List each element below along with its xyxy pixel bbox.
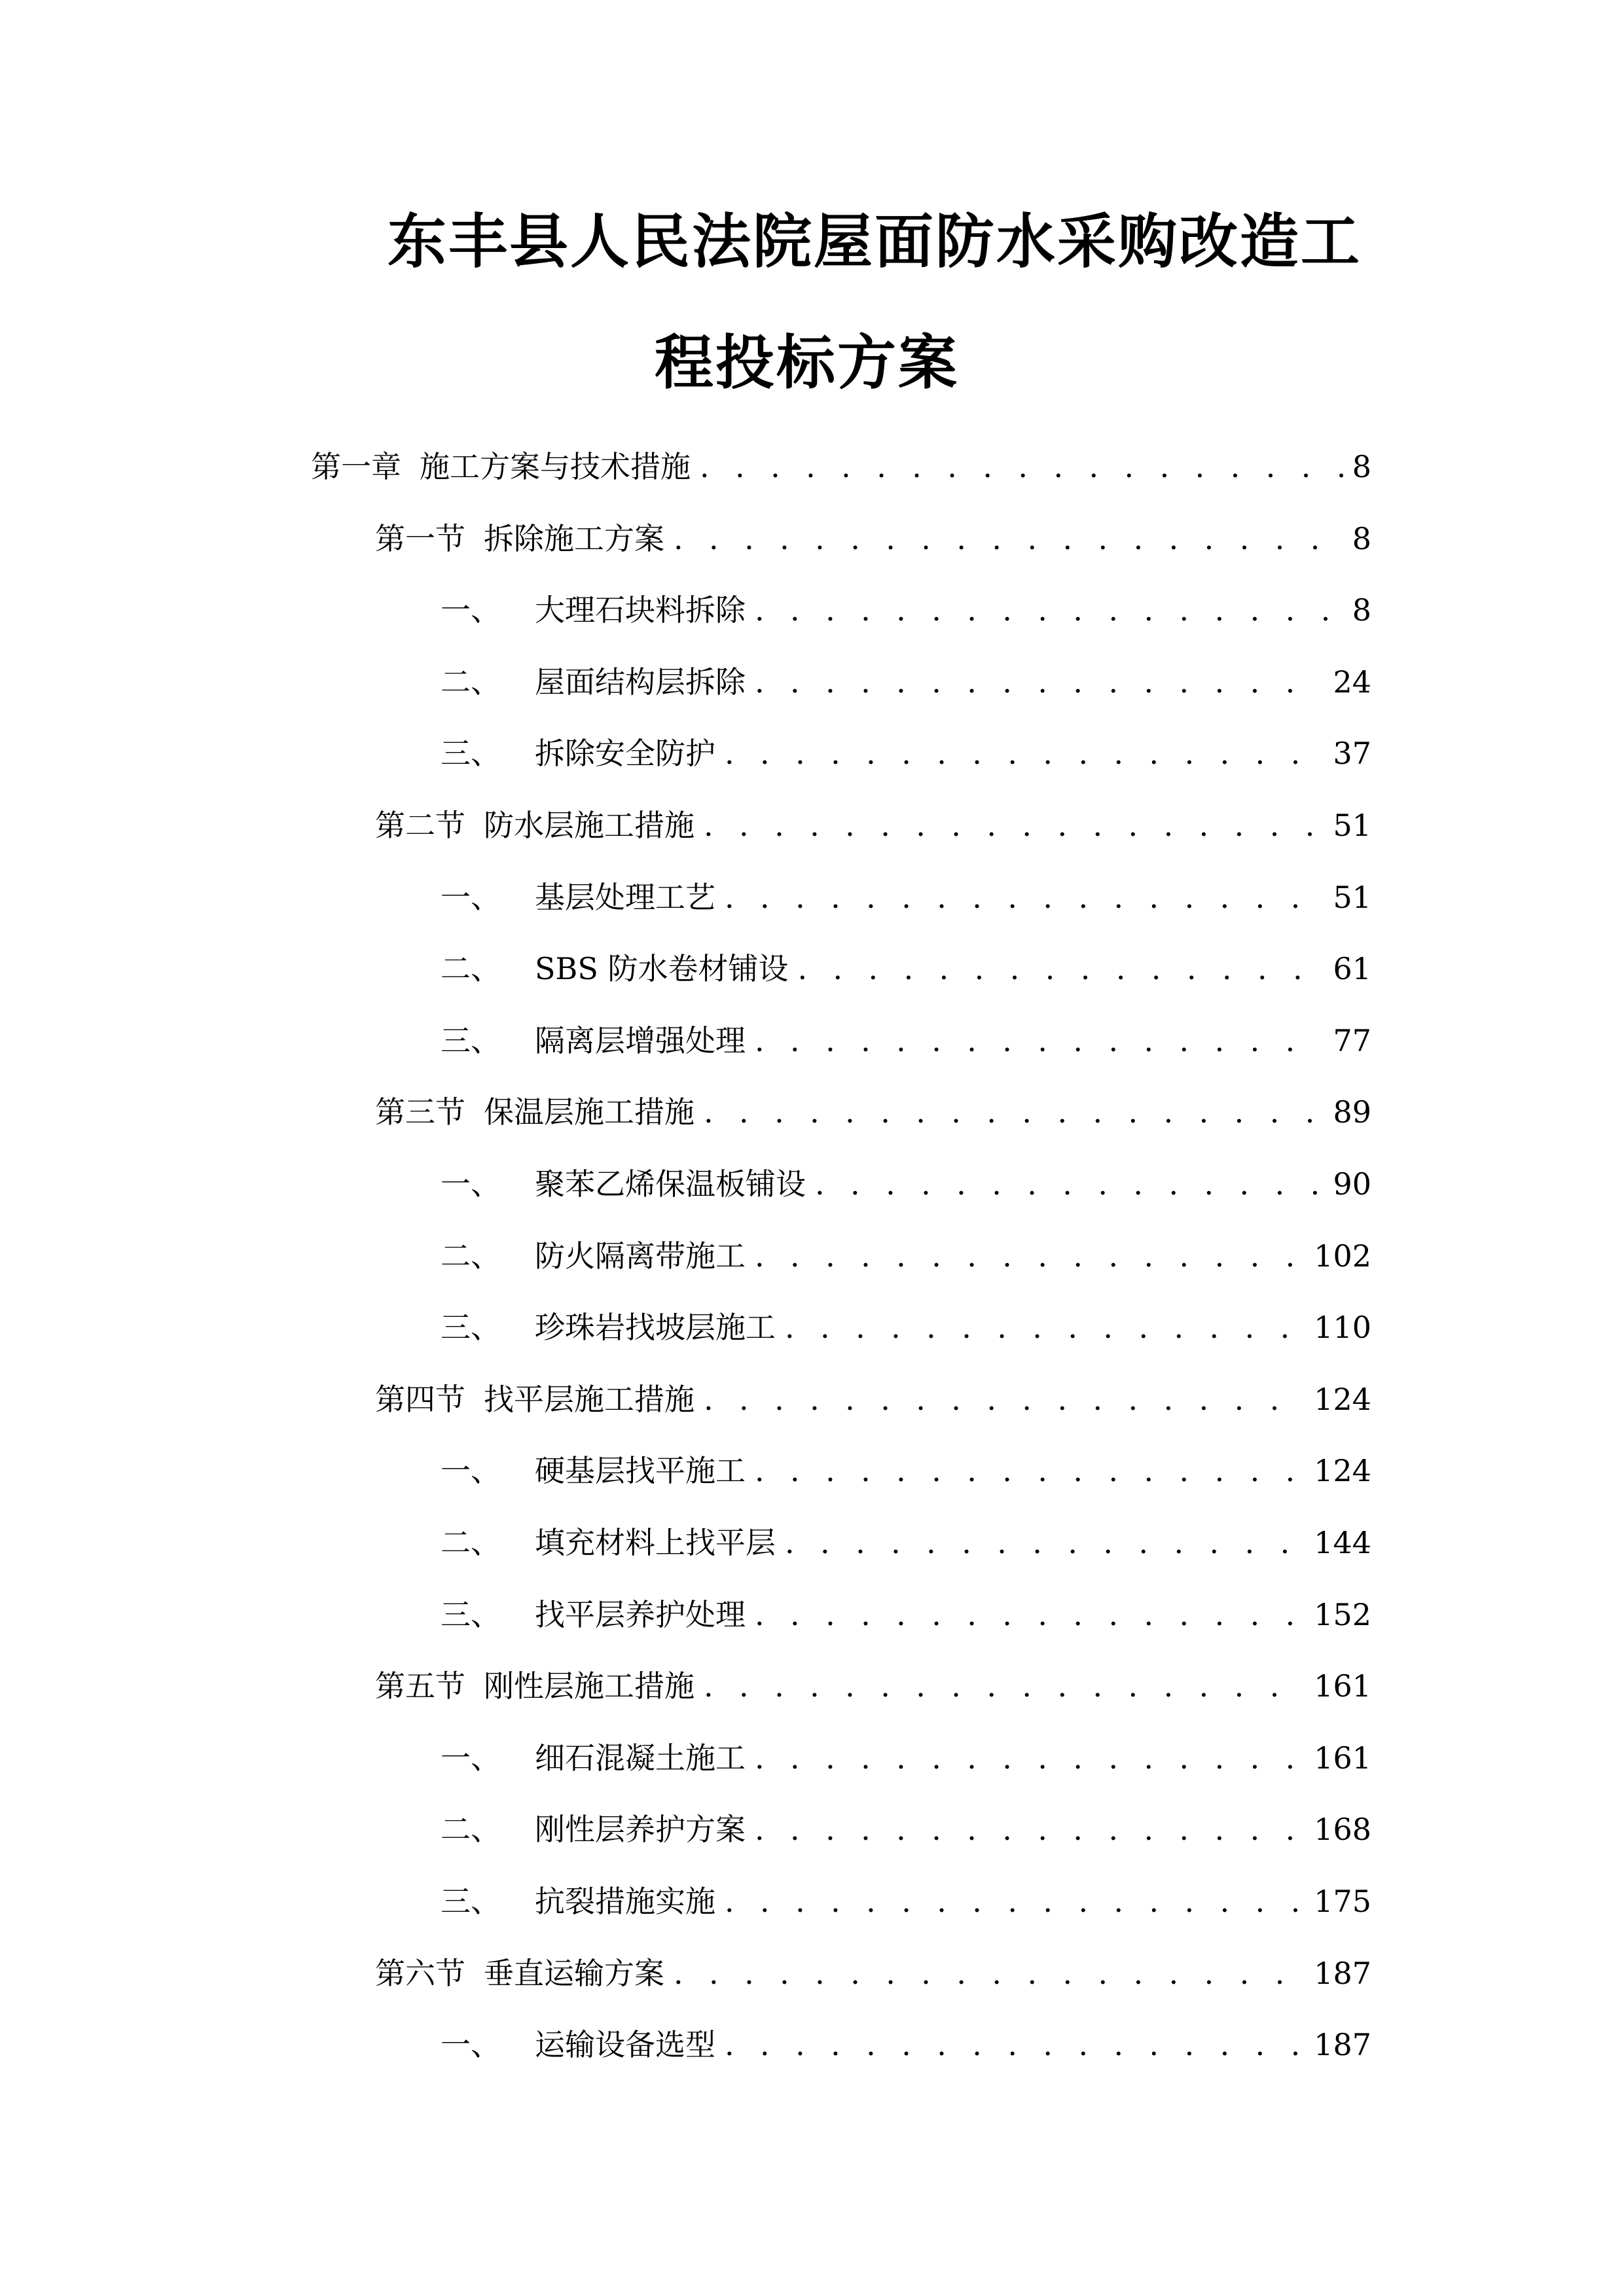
toc-entry[interactable] <box>375 1089 1371 1135</box>
toc-entry-label: 找平层养护处理 <box>535 1597 746 1632</box>
toc-entry[interactable] <box>441 730 1371 776</box>
toc-entry-page-number: 144 <box>1314 1525 1371 1560</box>
toc-entry-page-number: 90 <box>1333 1166 1371 1202</box>
toc-entry[interactable] <box>375 1376 1371 1422</box>
toc-entry[interactable] <box>311 444 1371 490</box>
toc-dot-leader <box>755 1448 1305 1494</box>
toc-entry[interactable] <box>441 1233 1371 1279</box>
toc-entry-label: 保温层施工措施 <box>484 1094 695 1130</box>
toc-entry[interactable] <box>441 1592 1371 1638</box>
toc-entry-page-number: 187 <box>1314 1956 1371 1991</box>
toc-entry-label: 抗裂措施实施 <box>535 1884 715 1919</box>
toc-dot-leader <box>704 1663 1305 1709</box>
toc-entry[interactable] <box>441 1520 1371 1566</box>
toc-dot-leader <box>755 659 1324 705</box>
toc-dot-leader <box>785 1304 1305 1350</box>
toc-entry[interactable] <box>441 587 1371 633</box>
toc-dot-leader <box>725 1878 1305 1924</box>
toc-entry-label: 珍珠岩找坡层施工 <box>535 1310 776 1345</box>
toc-entry-label: 细石混凝土施工 <box>535 1740 746 1776</box>
toc-entry-label: 大理石块料拆除 <box>535 592 746 628</box>
toc-entry-page-number: 124 <box>1314 1382 1371 1417</box>
toc-entry-label: 拆除安全防护 <box>535 736 715 771</box>
toc-entry-label: 找平层施工措施 <box>484 1382 695 1417</box>
toc-entry-page-number: 77 <box>1333 1023 1371 1058</box>
toc-dot-leader <box>755 1806 1305 1852</box>
toc-entry-label: 基层处理工艺 <box>535 880 715 915</box>
toc-entry-number: 二、 <box>441 1525 501 1560</box>
toc-entry[interactable] <box>441 1735 1371 1781</box>
toc-entry-number: 一、 <box>441 2027 501 2062</box>
toc-entry-number: 三、 <box>441 1884 501 1919</box>
toc-entry-number: 三、 <box>441 1597 501 1632</box>
toc-entry-label: 垂直运输方案 <box>484 1956 664 1991</box>
toc-entry-label: 隔离层增强处理 <box>535 1023 746 1058</box>
toc-dot-leader <box>704 1376 1305 1422</box>
toc-dot-leader <box>785 1520 1305 1566</box>
toc-entry-number: 一、 <box>441 1453 501 1488</box>
toc-entry-page-number: 61 <box>1333 951 1371 986</box>
toc-entry-page-number: 175 <box>1314 1884 1371 1919</box>
toc-entry-page-number: 110 <box>1314 1310 1371 1345</box>
toc-entry-number: 二、 <box>441 664 501 700</box>
toc-entry-label: 运输设备选型 <box>535 2027 715 2062</box>
toc-entry-page-number: 89 <box>1333 1094 1371 1130</box>
toc-entry-number: 一、 <box>441 1166 501 1202</box>
toc-entry[interactable] <box>441 874 1371 920</box>
toc-dot-leader <box>755 587 1343 633</box>
toc-entry-number: 二、 <box>441 1238 501 1274</box>
toc-entry-number: 一、 <box>441 592 501 628</box>
toc-dot-leader <box>704 1089 1324 1135</box>
toc-dot-leader <box>815 1161 1324 1207</box>
toc-entry-page-number: 8 <box>1352 449 1371 484</box>
toc-entry[interactable] <box>441 1448 1371 1494</box>
toc-entry-number: 一、 <box>441 880 501 915</box>
toc-dot-leader <box>755 1018 1324 1064</box>
toc-dot-leader <box>674 516 1343 562</box>
toc-entry-number: 第一章 <box>311 449 401 484</box>
toc-entry-page-number: 124 <box>1314 1453 1371 1488</box>
toc-entry[interactable] <box>441 1304 1371 1350</box>
toc-entry[interactable] <box>441 1806 1371 1852</box>
toc-entry-number: 三、 <box>441 736 501 771</box>
toc-dot-leader <box>755 1233 1305 1279</box>
toc-entry-page-number: 168 <box>1314 1812 1371 1847</box>
toc-entry-label: 防水层施工措施 <box>484 808 695 843</box>
toc-entry-page-number: 51 <box>1333 808 1371 843</box>
toc-dot-leader <box>704 802 1324 848</box>
toc-dot-leader <box>700 444 1343 490</box>
toc-entry-label: 刚性层施工措施 <box>484 1668 695 1704</box>
toc-entry-label: SBS 防水卷材铺设 <box>535 951 789 986</box>
toc-entry-label: 施工方案与技术措施 <box>420 449 691 484</box>
toc-entry-number: 三、 <box>441 1023 501 1058</box>
toc-entry-label: 刚性层养护方案 <box>535 1812 746 1847</box>
toc-entry-page-number: 102 <box>1314 1238 1371 1274</box>
toc-entry-label: 填充材料上找平层 <box>535 1525 776 1560</box>
toc-entry[interactable] <box>375 1950 1371 1996</box>
toc-entry-number: 一、 <box>441 1740 501 1776</box>
document-title-line-1: 东丰县人民法院屋面防水采购改造工 <box>388 207 1362 276</box>
toc-entry-page-number: 161 <box>1314 1740 1371 1776</box>
toc-entry-number: 二、 <box>441 1812 501 1847</box>
toc-entry-label: 拆除施工方案 <box>484 521 664 556</box>
toc-entry-label: 聚苯乙烯保温板铺设 <box>535 1166 806 1202</box>
toc-dot-leader <box>755 1735 1305 1781</box>
toc-entry-page-number: 24 <box>1333 664 1371 700</box>
toc-entry-label: 硬基层找平施工 <box>535 1453 746 1488</box>
toc-entry[interactable] <box>441 946 1371 992</box>
toc-entry[interactable] <box>441 1878 1371 1924</box>
toc-entry-page-number: 37 <box>1333 736 1371 771</box>
toc-entry[interactable] <box>441 1018 1371 1064</box>
toc-entry-page-number: 187 <box>1314 2027 1371 2062</box>
toc-entry-page-number: 152 <box>1314 1597 1371 1632</box>
toc-entry[interactable] <box>375 802 1371 848</box>
toc-entry-page-number: 51 <box>1333 880 1371 915</box>
toc-dot-leader <box>725 874 1324 920</box>
toc-dot-leader <box>725 2022 1305 2068</box>
toc-dot-leader <box>725 730 1324 776</box>
toc-entry[interactable] <box>375 516 1371 562</box>
document-title-line-2: 程投标方案 <box>655 329 959 397</box>
toc-entry-label: 防火隔离带施工 <box>535 1238 746 1274</box>
toc-entry-page-number: 8 <box>1352 592 1371 628</box>
toc-entry-number: 第四节 <box>375 1382 465 1417</box>
toc-entry-number: 第六节 <box>375 1956 465 1991</box>
toc-entry-number: 三、 <box>441 1310 501 1345</box>
toc-entry[interactable] <box>441 2022 1371 2068</box>
toc-entry-number: 第二节 <box>375 808 465 843</box>
toc-entry[interactable] <box>441 1161 1371 1207</box>
toc-entry[interactable] <box>375 1663 1371 1709</box>
toc-entry-number: 二、 <box>441 951 501 986</box>
toc-dot-leader <box>755 1592 1305 1638</box>
toc-entry-page-number: 8 <box>1352 521 1371 556</box>
toc-entry-label: 屋面结构层拆除 <box>535 664 746 700</box>
toc-dot-leader <box>674 1950 1305 1996</box>
toc-entry-page-number: 161 <box>1314 1668 1371 1704</box>
toc-dot-leader <box>797 946 1324 992</box>
toc-entry[interactable] <box>441 659 1371 705</box>
toc-entry-number: 第三节 <box>375 1094 465 1130</box>
toc-entry-number: 第一节 <box>375 521 465 556</box>
toc-entry-number: 第五节 <box>375 1668 465 1704</box>
